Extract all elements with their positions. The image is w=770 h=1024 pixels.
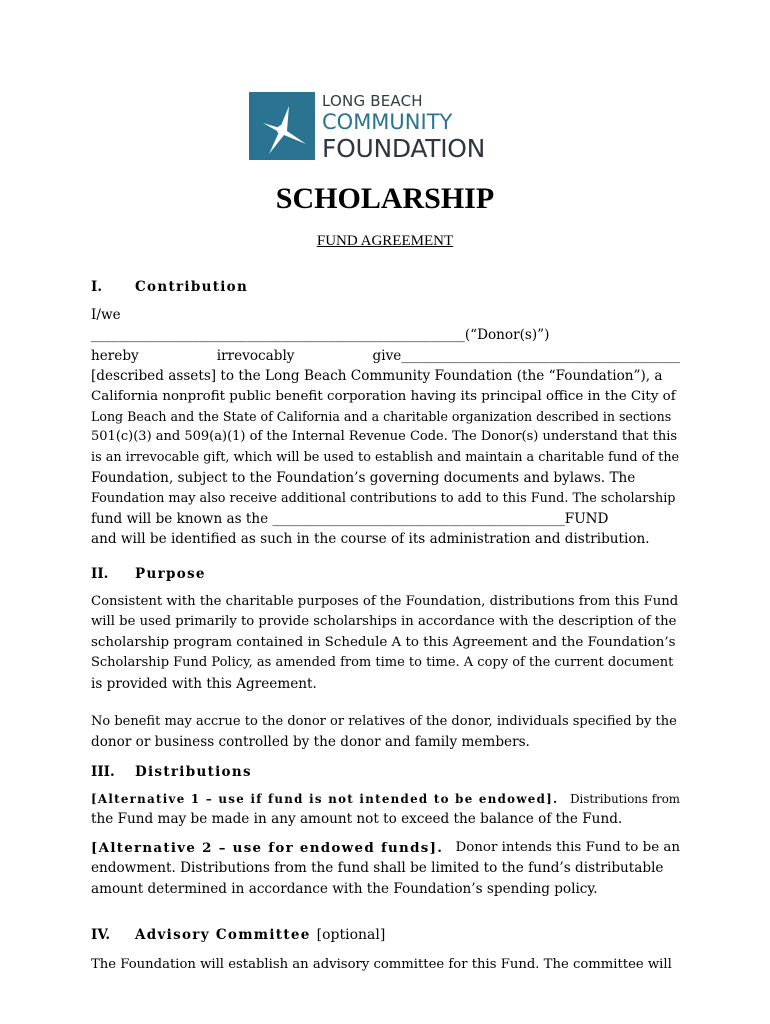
text-line: I/we	[91, 307, 121, 323]
text-line: Foundation, subject to the Foundation’s governing documents and bylaws. The	[91, 470, 636, 487]
text-line: scholarship program contained in Schedule A to this Agreement and the Foundation’s	[91, 634, 676, 650]
text-line: the Fund may be made in any amount not to exceed the balance of the Fund.	[91, 811, 623, 828]
document-subtitle: FUND AGREEMENT	[316, 233, 454, 249]
starfish-logo-icon	[249, 92, 315, 160]
distribution-alternative-2	[91, 838, 680, 899]
text-line: No benefit may accrue to the donor or relatives of the donor, individuals specified by the	[91, 714, 677, 729]
text-line: Foundation may also receive additional contributions to add to this Fund. The scholarship	[91, 490, 676, 506]
foundation-logo	[249, 92, 521, 164]
text-line: [described assets] to the Long Beach Community Foundation (the “Foundation”), a	[91, 368, 663, 385]
alternative-1-line	[91, 789, 680, 809]
section-body-contribution	[91, 305, 680, 550]
gift-line	[91, 346, 680, 366]
section-body-advisory-committee	[91, 955, 680, 975]
section-heading-contribution	[91, 279, 248, 295]
text-fragment: Donor intends this Fund to be an	[455, 840, 680, 855]
optional-marker: [optional]	[316, 927, 386, 943]
document-title: SCHOLARSHIP	[275, 182, 495, 215]
donor-name-blank: _______________________________________________________(“Donor(s)”)	[91, 327, 550, 344]
section-body-purpose	[91, 592, 680, 694]
section-title: Advisory Committee	[135, 927, 311, 943]
text-line: donor or business controlled by the donor and family members.	[91, 734, 530, 751]
text-line: is provided with this Agreement.	[91, 675, 317, 692]
text-word: hereby	[91, 347, 139, 364]
section-heading-purpose	[91, 566, 206, 582]
logo-text-foundation: FOUNDATION	[322, 134, 486, 163]
text-line: 501(c)(3) and 509(a)(1) of the Internal Revenue Code. The Donor(s) understand that this	[91, 429, 678, 445]
text-line: is an irrevocable gift, which will be used to establish and maintain a charitable fund of the	[91, 449, 680, 465]
alternative-2-line	[91, 838, 680, 858]
text-line: will be used primarily to provide scholarships in accordance with the description of the	[91, 614, 677, 630]
section-number: I.	[91, 279, 103, 295]
section-title: Purpose	[135, 566, 206, 582]
section-title: Distributions	[135, 764, 252, 780]
alternative-1-label: [Alternative 1 – use if fund is not intended to be endowed].	[91, 792, 559, 806]
section-heading-advisory-committee	[91, 927, 385, 943]
text-line: Consistent with the charitable purposes of the Foundation, distributions from this Fund	[91, 594, 679, 609]
text-line: Scholarship Fund Policy, as amended from time to time. A copy of the current document	[91, 655, 674, 671]
text-line: The Foundation will establish an advisory committee for this Fund. The committee will	[91, 957, 672, 972]
text-line: endowment. Distributions from the fund shall be limited to the fund’s distributable	[91, 860, 664, 877]
text-line: Long Beach and the State of California and a charitable organization described in sections	[91, 409, 672, 425]
alternative-2-label: [Alternative 2 – use for endowed funds].	[91, 840, 444, 856]
logo-text-long-beach: LONG BEACH	[322, 92, 423, 110]
assets-blank: give_________________________________________	[372, 347, 680, 364]
section-body-purpose-benefit	[91, 712, 680, 753]
section-heading-distributions	[91, 764, 252, 780]
text-line: California nonprofit public benefit corporation having its principal office in the City of	[91, 388, 676, 404]
section-title: Contribution	[135, 279, 249, 295]
fund-name-blank: fund will be known as the ___________________________________________FUND	[91, 511, 609, 528]
distribution-alternative-1	[91, 789, 680, 830]
section-number: IV.	[91, 927, 111, 943]
logo-text-community: COMMUNITY	[322, 110, 453, 134]
text-word: irrevocably	[216, 347, 295, 364]
section-number: II.	[91, 566, 109, 582]
text-line: and will be identified as such in the course of its administration and distribution.	[91, 531, 650, 548]
section-number: III.	[91, 764, 115, 780]
text-fragment: Distributions from	[570, 792, 680, 806]
text-line: amount determined in accordance with the Foundation’s spending policy.	[91, 880, 598, 897]
